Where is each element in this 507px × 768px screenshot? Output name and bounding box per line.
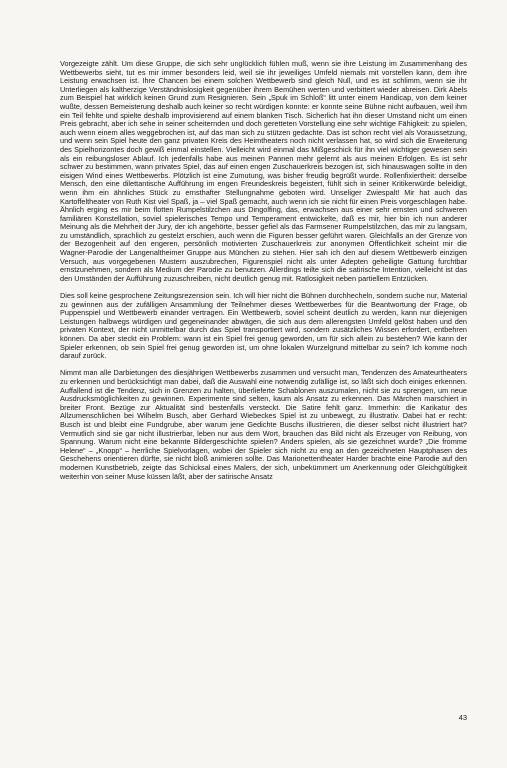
paragraph-2: Dies soll keine gesprochene Zeitungsrezension sein. Ich will hier nicht die Bühnen durchhecheln, sondern suche nur, Material zu gewinnen aus der zufälligen Ansammlung der Teilnehmer dieses Wettbewerbes für die Beantwortung der Frage, ob Puppenspiel und Wettbewerb einander vertragen. Ein Wettbewerb, soviel scheint deutlich zu werden, kann nur diejenigen Leistungen halbwegs würdigen und gegeneinander abwägen, die sich aus dem allerengsten Umfeld gelöst haben und den privaten Kontext, der nicht unmittelbar durch das Spiel transportiert wird, sondern zusätzliches Wissen erfordert, entbehren können. Da aber steckt ein Problem: wann ist ein Spiel frei genug geworden, um für sich allein zu bestehen? Wie kann der Spieler erkennen, ob sein Spiel frei genug geworden ist, um ohne lokalen Wurzelgrund mittelbar zu sein? Ich komme noch darauf zurück. (60, 291, 467, 361)
paragraph-1: Vorgezeigte zählt. Um diese Gruppe, die sich sehr unglücklich fühlen muß, wenn sie ihre Leistung im Zusammenhang des Wettbewerbs sieht, tut es mir immer besonders leid, weil sie ihr jeweiliges Umfeld niemals mit vorstellen kann, dem ihre Leistung erwachsen ist. Ihre Chancen bei einem solchen Wettbewerb sind gleich Null, und es ist schlimm, wenn sie ihr Unterliegen als kaltherzige Verständnislosigkeit gegenüber ihrem Bemühen werten und verbittert wieder abreisen. Dirk Abels zum Beispiel hat wirklich keinen Grund zum Resignieren. Sein „Spuk im Schloß“ litt unter einem Handicap, von dem keiner wußte, dessen Bemeisterung deshalb auch keiner so recht würdigen konnte: er konnte seine Bühne nicht aufbauen, weil ihm ein Teil fehlte und spielte deshalb improvisierend auf einem blanken Tisch. Sicherlich hat ihn dieser Umstand nicht um einen Preis gebracht, aber ich sehe in seiner scheiternden und doch geretteten Vorstellung eine sehr wichtige Fähigkeit: zu spielen, auch wenn einem alles weggebrochen ist, auf das man sich zu stützen gedachte. Das ist schon recht viel als Voraussetzung, und wenn sein Spiel heute den ganz privaten Kreis des Heimtheaters noch nicht verlassen hat, so wird sich die Erweiterung des Spielhorizontes doch gewiß einmal einstellen. Vielleicht wird einmal das Mißgeschick für ihn viel wichtiger gewesen sein als ein reibungsloser Ablauf. Ich jedenfalls habe aus meinen Pannen mehr gelernt als aus meinen Erfolgen. Es ist sehr schwer zu bestimmen, wann privates Spiel, das auf einen engen Zuschauerkreis bezogen ist, sich hinauswagen sollte in den eisigen Wind eines Wettbewerbs. Plötzlich ist eine Zumutung, was bisher freudig begrüßt wurde. Rollenfixiertheit: derselbe Mensch, den eine dilettantische Aufführung im engen Freundeskreis begeistert, fühlt sich in seiner Kritikerwürde beleidigt, wenn ihm ein ähnliches Stück zu ernsthafter Stellungnahme geboten wird. Unseliger Zwiespalt! Mir hat auch das Kartoffeltheater von Ruth Kist viel Spaß, ja – viel Spaß gemacht, auch wenn ich sie nicht für einen Preis vorgeschlagen habe. Ähnlich erging es mir beim flotten Rumpelstilzchen aus Dingolfing, das, erwachsen aus einer sehr ernsten und schweren familiären Konstellation, soviel spielerisches Tempo und Temperament entwickelte, daß es mir, hier bin ich nun anderer Meinung als die Mehrheit der Jury, der ich angehörte, besser gefiel als das Farmsener Rumpelstilzchen, das mir zu langsam, zu umständlich, sprachlich zu gestelzt erschien, auch wenn die Figuren besser geführt waren. Gleichfalls an der Grenze von der Bezogenheit auf den engeren, persönlich motivierten Zuschauerkreis zur anonymen Öffentlichkeit scheint mir die Wagner-Parodie der Langenaltheimer Gruppe aus München zu stehen. Hier sah ich den auf diesem Wettbewerb einzigen Versuch, aus vorgegebenen Mustern auszubrechen, Figurenspiel nicht als unter Adepten geheiligte Gattung furchtbar ernstzunehmen, sondern als Medium der Parodie zu benutzen. Allerdings teilte sich die satirische Intention, vielleicht ist das den Umständen der Aufführung zuzuschreiben, nicht deutlich genug mit. Ratlosigkeit neben partiellem Entzücken. (60, 59, 467, 283)
paragraph-3: Nimmt man alle Darbietungen des diesjährigen Wettbewerbs zusammen und versucht man, Tendenzen des Amateurtheaters zu erkennen und berücksichtigt man dabei, daß die Auswahl eine notwendig zufällige ist, so läßt sich doch einiges erkennen. Auffallend ist die Tendenz, sich in Grenzen zu halten, überlieferte Schablonen auszumalen, nicht sie zu sprengen, um neue Ausdrucksmöglichkeiten zu gewinnen. Experimente sind selten, kaum als Ansatz zu erkennen. Das Märchen marschiert in breiter Front. Bezüge zur Aktualität sind bestenfalls versteckt. Die Satire fehlt ganz. Immerhin: die Karikatur des Allzumenschlichen bei Wilhelm Busch, aber Gerhard Wiebeckes Spiel ist zu unbewegt, zu illustrativ. Dabei hat er recht: Busch ist und bleibt eine Fundgrube, aber warum jene Gedichte Buschs illustrieren, die dieser selbst nicht illustriert hat? Vermutlich sind sie gar nicht illustrierbar, leben nur aus dem Wort, brauchen das Bild nicht als Erzeuger von Reibung, von Spannung. Warum nicht eine bekannte Bildergeschichte spielen? Anders spielen, als sie gezeichnet wurde? „Die fromme Helene“ – „Knopp“ – herrliche Spielvorlagen, wobei der Spieler sich nicht zu eng an den gezeichneten Hauptphasen des Geschehens orientieren dürfte, sie nicht bloß animieren sollte. Das Marionettentheater Harder brachte eine Parodie auf den modernen Kunstbetrieb, zeigte das Schicksal eines Malers, der sich, unbekümmert um Anerkennung oder Gleichgültigkeit weiterhin von seiner Muse küssen läßt, aber der satirische Ansatz (60, 368, 467, 481)
page-number: 43 (458, 713, 467, 722)
